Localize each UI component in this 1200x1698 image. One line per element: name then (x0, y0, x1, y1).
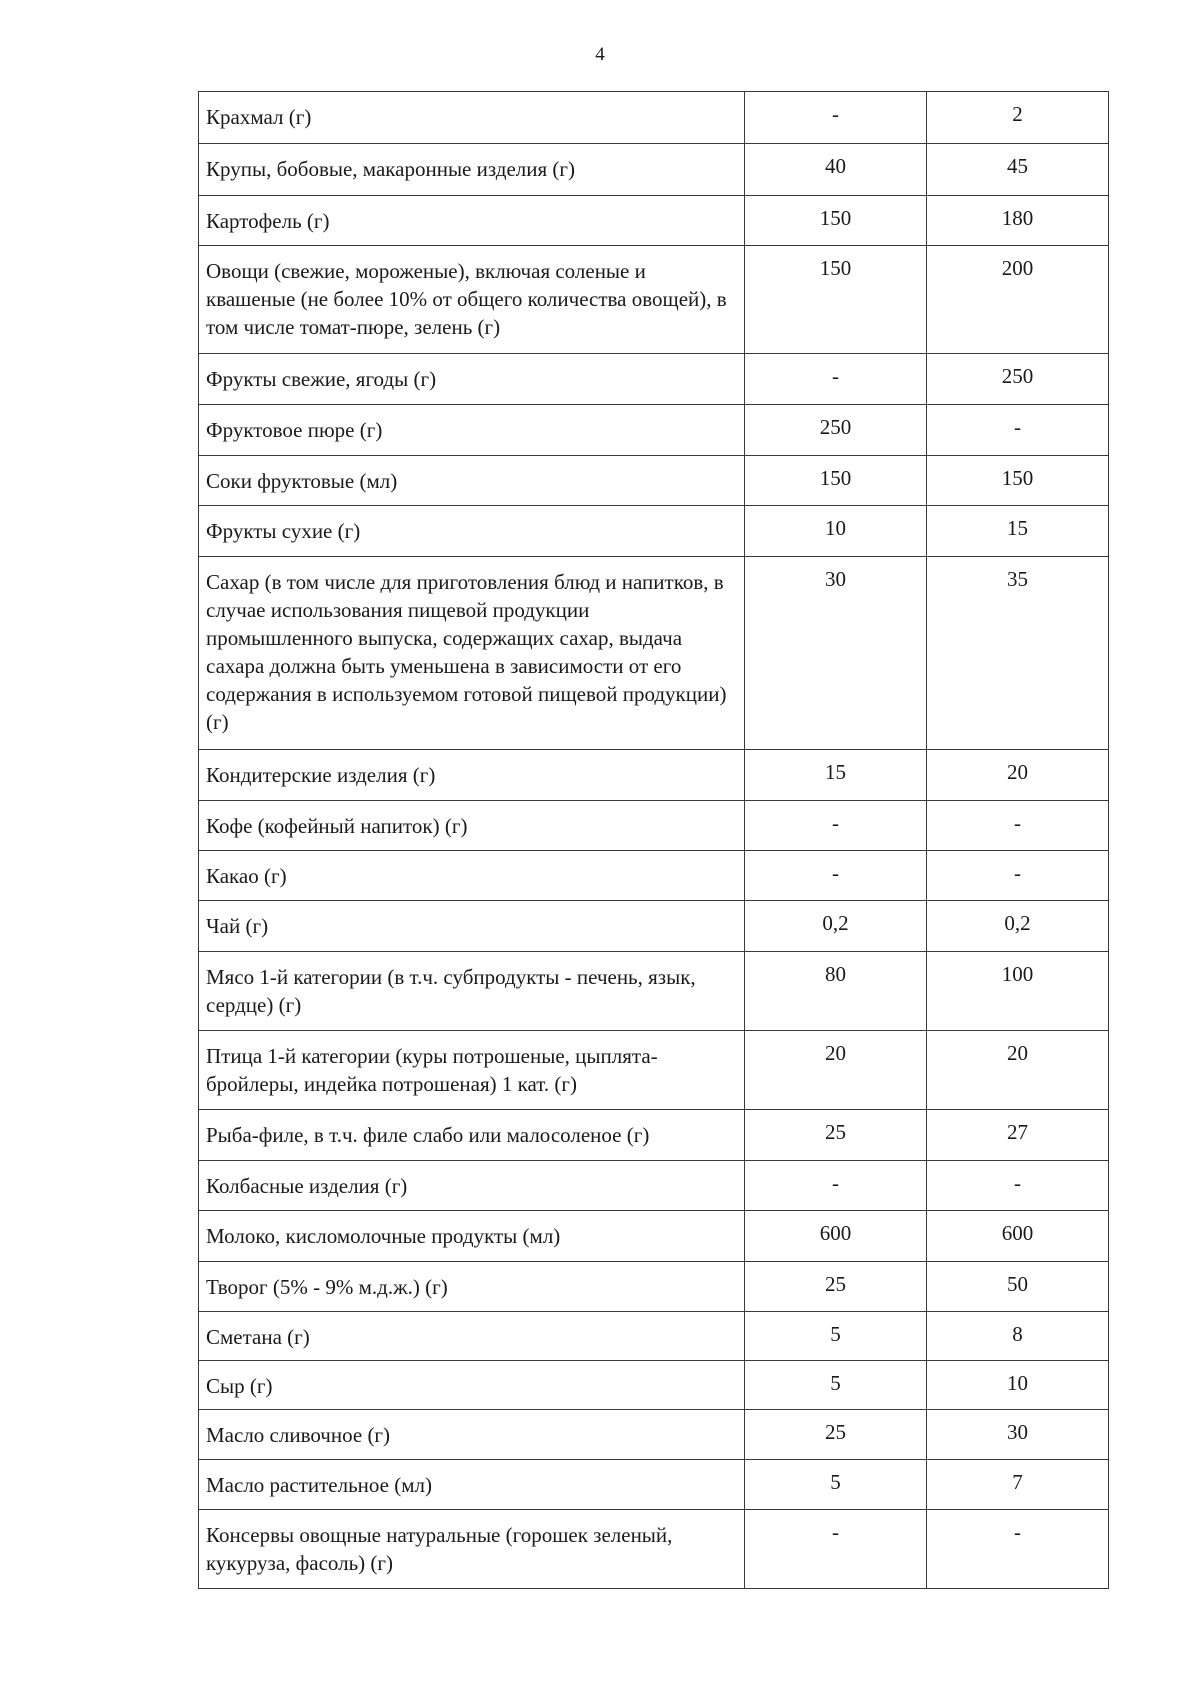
product-name-cell: Фрукты сухие (г) (199, 506, 745, 557)
table-row (199, 196, 1109, 246)
table-row (199, 801, 1109, 851)
norm-value-cell-1: - (745, 801, 927, 851)
product-name-cell: Чай (г) (199, 901, 745, 952)
table-row (199, 1211, 1109, 1262)
product-name-cell: Творог (5% - 9% м.д.ж.) (г) (199, 1262, 745, 1312)
norm-value-cell-1: - (745, 92, 927, 144)
table-row (199, 1510, 1109, 1589)
product-name-cell: Масло сливочное (г) (199, 1410, 745, 1460)
table-row (199, 1161, 1109, 1211)
norm-value-cell-2: 200 (927, 246, 1109, 354)
product-name-cell: Соки фруктовые (мл) (199, 456, 745, 506)
product-name-cell: Кондитерские изделия (г) (199, 750, 745, 801)
norm-value-cell-2: 30 (927, 1410, 1109, 1460)
norm-value-cell-2: 35 (927, 557, 1109, 750)
product-name-cell: Крахмал (г) (199, 92, 745, 144)
norm-value-cell-2: 15 (927, 506, 1109, 557)
norm-value-cell-2: 20 (927, 1031, 1109, 1110)
table-row (199, 92, 1109, 144)
norm-value-cell-1: 600 (745, 1211, 927, 1262)
table-row (199, 1312, 1109, 1361)
norm-value-cell-2: - (927, 851, 1109, 901)
norm-value-cell-1: 80 (745, 952, 927, 1031)
norm-value-cell-1: 150 (745, 196, 927, 246)
table-row (199, 1361, 1109, 1410)
product-name-cell: Сахар (в том числе для приготовления блюд и напитков, в случае использования пищевой продукции промышленного выпуска, содержащих сахар, выдача сахара должна быть уменьшена в зависимости от его содержания в используемом готовой пищевой продукции) (г) (199, 557, 745, 750)
norm-value-cell-2: 180 (927, 196, 1109, 246)
norm-value-cell-2: 2 (927, 92, 1109, 144)
table-row (199, 1110, 1109, 1161)
norm-value-cell-1: 5 (745, 1361, 927, 1410)
norm-value-cell-2: - (927, 1510, 1109, 1589)
norm-value-cell-1: 150 (745, 456, 927, 506)
norm-value-cell-2: 8 (927, 1312, 1109, 1361)
norm-value-cell-2: 7 (927, 1460, 1109, 1510)
norm-value-cell-1: - (745, 1510, 927, 1589)
table-row (199, 456, 1109, 506)
norm-value-cell-1: 15 (745, 750, 927, 801)
product-name-cell: Фруктовое пюре (г) (199, 405, 745, 456)
product-name-cell: Фрукты свежие, ягоды (г) (199, 354, 745, 405)
table-row (199, 1031, 1109, 1110)
product-name-cell: Картофель (г) (199, 196, 745, 246)
norm-value-cell-2: 0,2 (927, 901, 1109, 952)
table-row (199, 354, 1109, 405)
product-name-cell: Птица 1-й категории (куры потрошеные, цыплята-бройлеры, индейка потрошеная) 1 кат. (г) (199, 1031, 745, 1110)
norm-value-cell-2: 20 (927, 750, 1109, 801)
norm-value-cell-1: 30 (745, 557, 927, 750)
norm-value-cell-2: 600 (927, 1211, 1109, 1262)
norm-value-cell-1: 5 (745, 1460, 927, 1510)
norm-value-cell-1: 0,2 (745, 901, 927, 952)
page-number: 4 (595, 44, 605, 65)
table-row (199, 1410, 1109, 1460)
norm-value-cell-1: 20 (745, 1031, 927, 1110)
norm-value-cell-1: - (745, 354, 927, 405)
norm-value-cell-2: 150 (927, 456, 1109, 506)
product-name-cell: Сыр (г) (199, 1361, 745, 1410)
norm-value-cell-1: 25 (745, 1262, 927, 1312)
table-row (199, 144, 1109, 196)
table-row (199, 1262, 1109, 1312)
norm-value-cell-2: 45 (927, 144, 1109, 196)
product-name-cell: Молоко, кисломолочные продукты (мл) (199, 1211, 745, 1262)
norm-value-cell-1: 250 (745, 405, 927, 456)
norm-value-cell-2: - (927, 801, 1109, 851)
table-row (199, 557, 1109, 750)
product-name-cell: Сметана (г) (199, 1312, 745, 1361)
norm-value-cell-1: 25 (745, 1410, 927, 1460)
table-row (199, 1460, 1109, 1510)
norm-value-cell-2: - (927, 405, 1109, 456)
norm-value-cell-1: - (745, 1161, 927, 1211)
product-name-cell: Кофе (кофейный напиток) (г) (199, 801, 745, 851)
product-name-cell: Колбасные изделия (г) (199, 1161, 745, 1211)
norm-value-cell-1: 10 (745, 506, 927, 557)
table-row (199, 901, 1109, 952)
norm-value-cell-2: 10 (927, 1361, 1109, 1410)
table-row (199, 246, 1109, 354)
norm-value-cell-1: 40 (745, 144, 927, 196)
norm-value-cell-2: 100 (927, 952, 1109, 1031)
food-norms-table-body (199, 92, 1109, 1589)
norm-value-cell-2: 27 (927, 1110, 1109, 1161)
table-row (199, 506, 1109, 557)
norm-value-cell-2: - (927, 1161, 1109, 1211)
product-name-cell: Овощи (свежие, мороженые), включая соленые и квашеные (не более 10% от общего количества овощей), в том числе томат-пюре, зелень (г) (199, 246, 745, 354)
product-name-cell: Рыба-филе, в т.ч. филе слабо или малосоленое (г) (199, 1110, 745, 1161)
product-name-cell: Какао (г) (199, 851, 745, 901)
norm-value-cell-1: 150 (745, 246, 927, 354)
table-row (199, 952, 1109, 1031)
product-name-cell: Мясо 1-й категории (в т.ч. субпродукты - печень, язык, сердце) (г) (199, 952, 745, 1031)
table-row (199, 405, 1109, 456)
food-norms-table (198, 91, 1109, 1589)
table-row (199, 851, 1109, 901)
norm-value-cell-1: 25 (745, 1110, 927, 1161)
norm-value-cell-1: 5 (745, 1312, 927, 1361)
product-name-cell: Масло растительное (мл) (199, 1460, 745, 1510)
product-name-cell: Консервы овощные натуральные (горошек зеленый, кукуруза, фасоль) (г) (199, 1510, 745, 1589)
table-row (199, 750, 1109, 801)
norm-value-cell-2: 50 (927, 1262, 1109, 1312)
norm-value-cell-2: 250 (927, 354, 1109, 405)
product-name-cell: Крупы, бобовые, макаронные изделия (г) (199, 144, 745, 196)
norm-value-cell-1: - (745, 851, 927, 901)
